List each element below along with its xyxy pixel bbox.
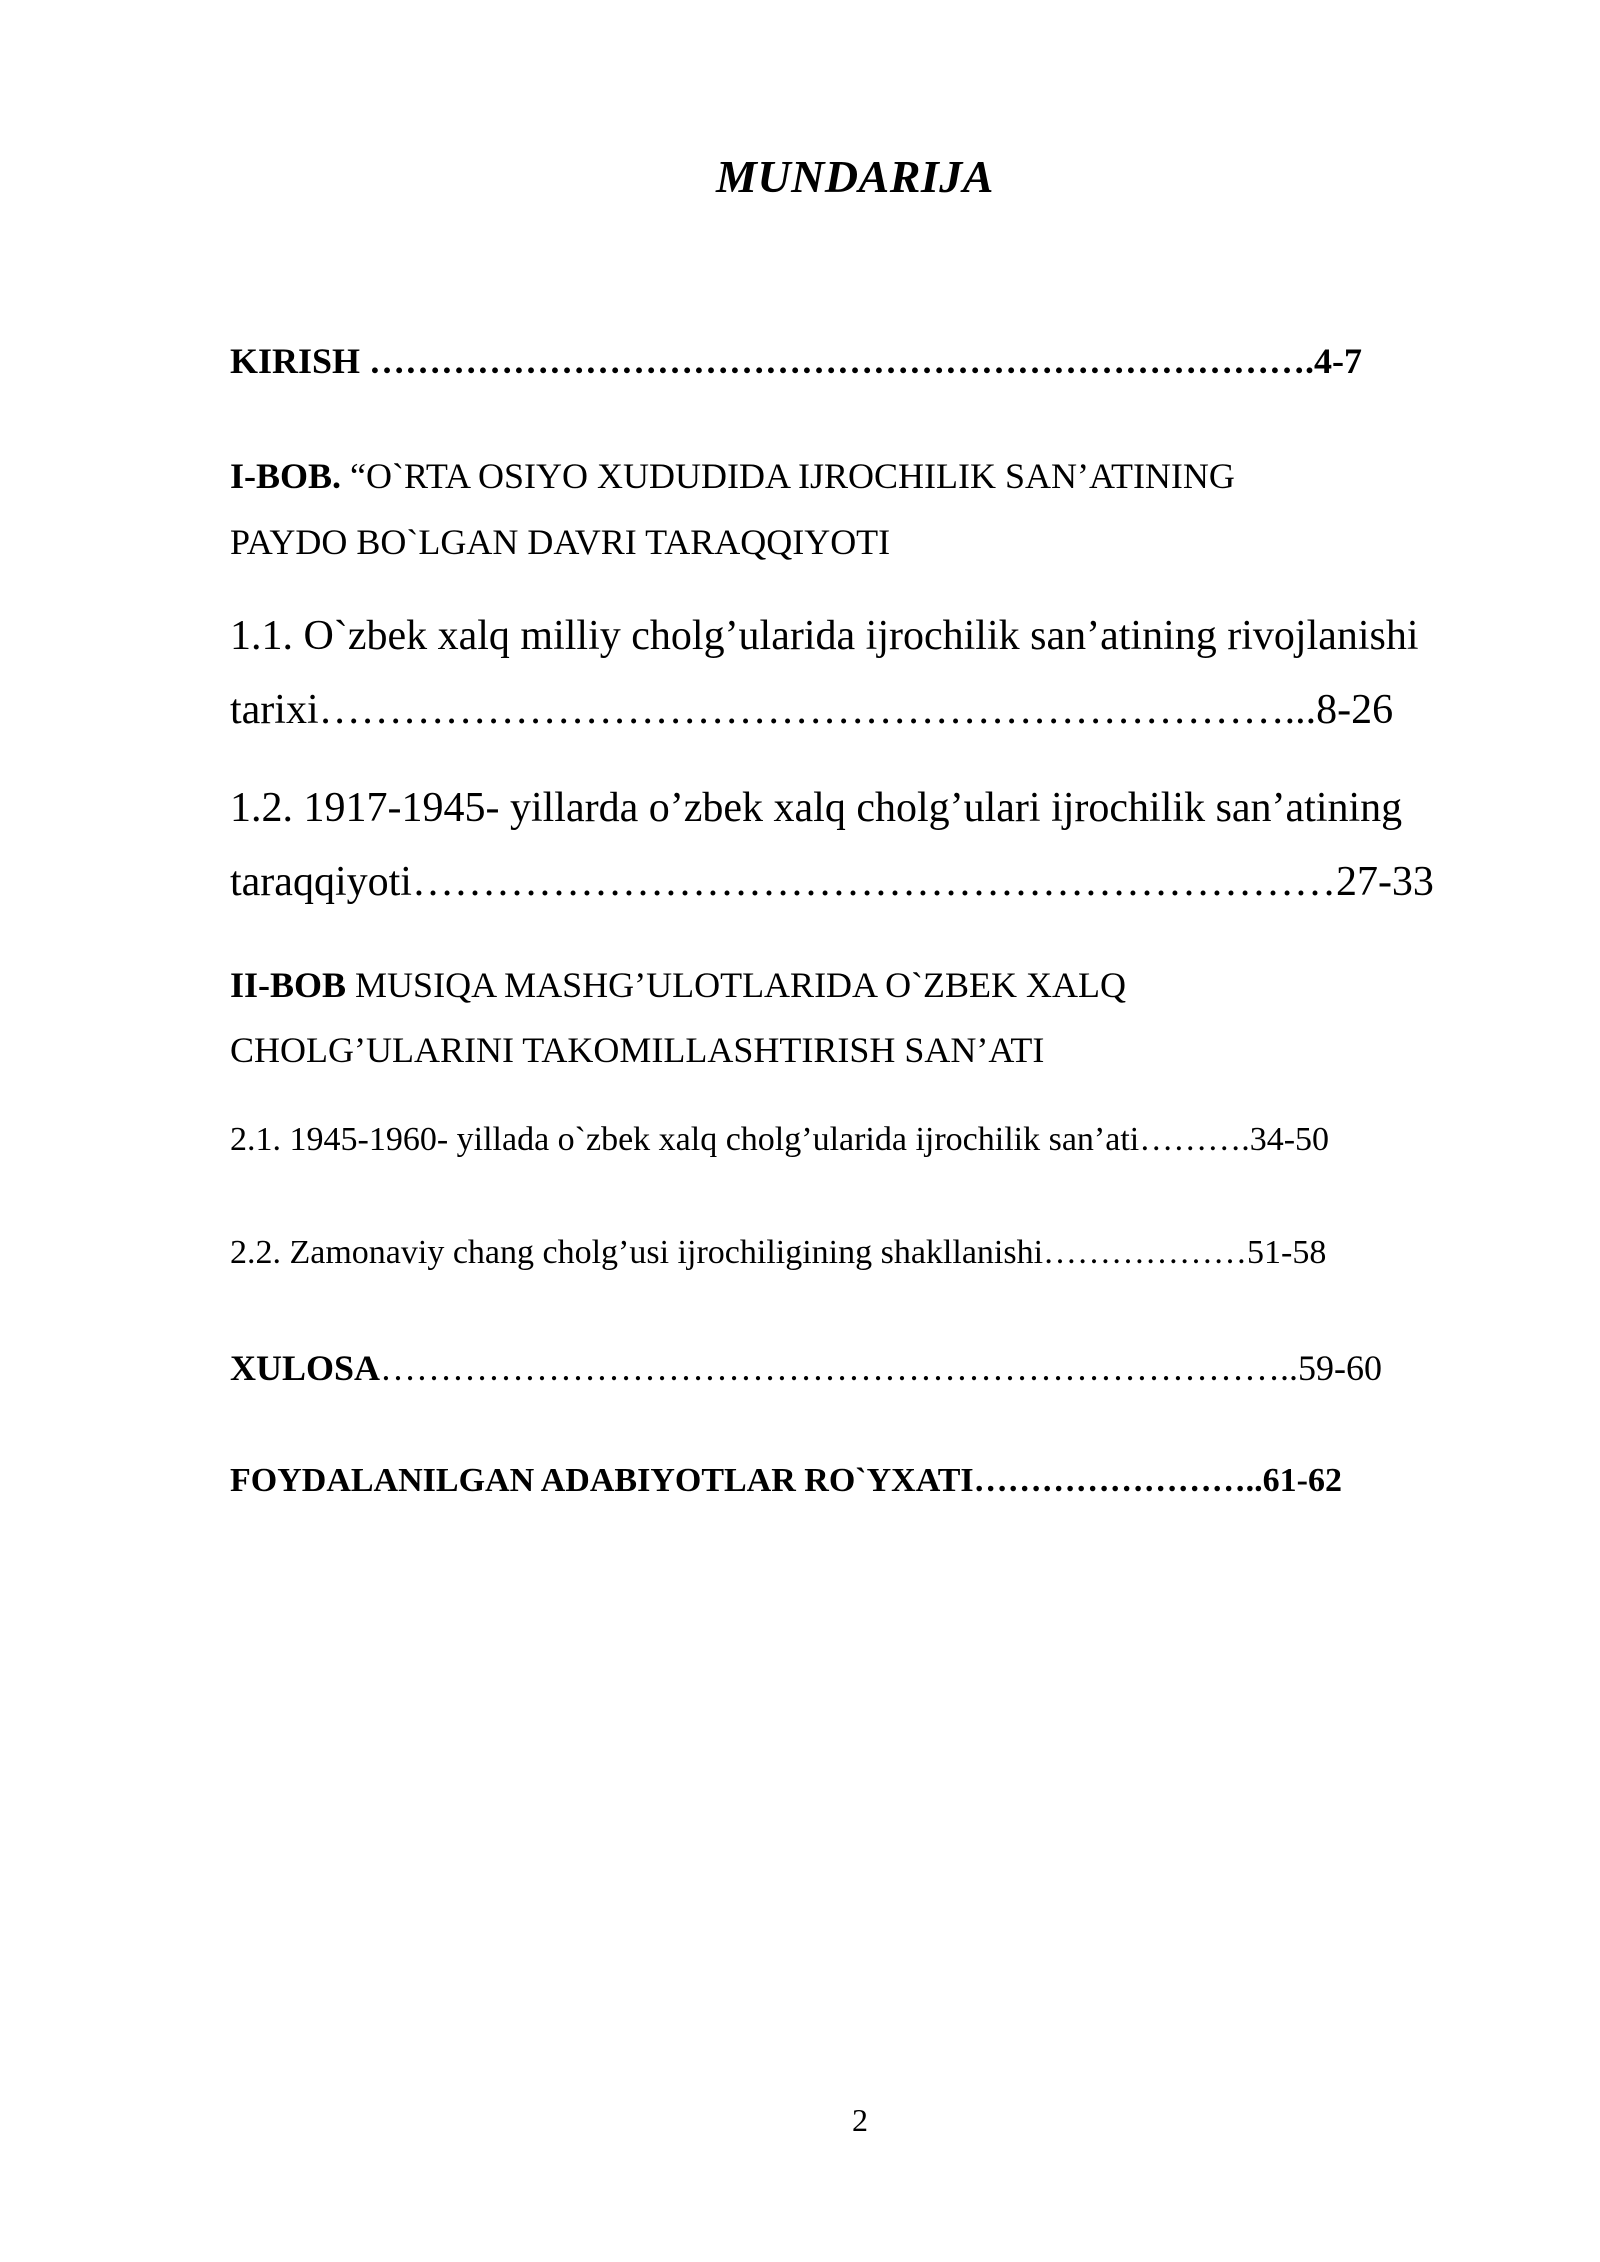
toc-section-2-2: 2.2. Zamonaviy chang cholg’usi ijrochiligining shakllanishi………………51-58 <box>230 1234 1327 1271</box>
toc-section-1-2-line2: taraqqiyoti…………………………………………………………27-33 <box>230 859 1434 905</box>
toc-section-1-1-line1: 1.1. O`zbek xalq milliy cholg’ularida ijrochilik san’atining rivojlanishi <box>230 613 1419 659</box>
toc-chapter2-line2: CHOLG’ULARINI TAKOMILLASHTIRISH SAN’ATI <box>230 1030 1045 1070</box>
toc-xulosa-label: XULOSA <box>230 1348 381 1388</box>
toc-chapter1-label: I-BOB. <box>230 456 342 496</box>
toc-chapter2-title-part1: MUSIQA MASHG’ULOTLARIDA O`ZBEK XALQ <box>346 965 1127 1005</box>
document-title: MUNDARIJA <box>715 151 994 202</box>
toc-entry-kirish: KIRISH …………………………………………………………………….4-7 <box>230 341 1363 381</box>
toc-chapter1-line1 <box>230 455 1235 497</box>
toc-entry-xulosa <box>230 1347 1382 1389</box>
toc-xulosa-pages: …………………………………………………………………..59-60 <box>380 1348 1383 1388</box>
page-number: 2 <box>852 2102 868 2138</box>
toc-section-2-1: 2.1. 1945-1960- yillada o`zbek xalq cholg’ularida ijrochilik san’ati……….34-50 <box>230 1121 1330 1158</box>
toc-section-1-2-line1: 1.2. 1917-1945- yillarda o’zbek xalq cholg’ulari ijrochilik san’atining <box>230 785 1403 831</box>
toc-chapter1-title-part1: “O`RTA OSIYO XUDUDIDA IJROCHILIK SAN’ATINING <box>341 456 1235 496</box>
toc-entry-references: FOYDALANILGAN ADABIYOTLAR RO`YXATI……………………..61-62 <box>230 1462 1342 1499</box>
toc-chapter2-label: II-BOB <box>230 965 347 1005</box>
toc-section-1-1-line2: tarixi……………………………………………………………...8-26 <box>230 687 1394 733</box>
toc-chapter2-line1 <box>230 964 1126 1006</box>
toc-chapter1-line2: PAYDO BO`LGAN DAVRI TARAQQIYOTI <box>230 522 891 562</box>
